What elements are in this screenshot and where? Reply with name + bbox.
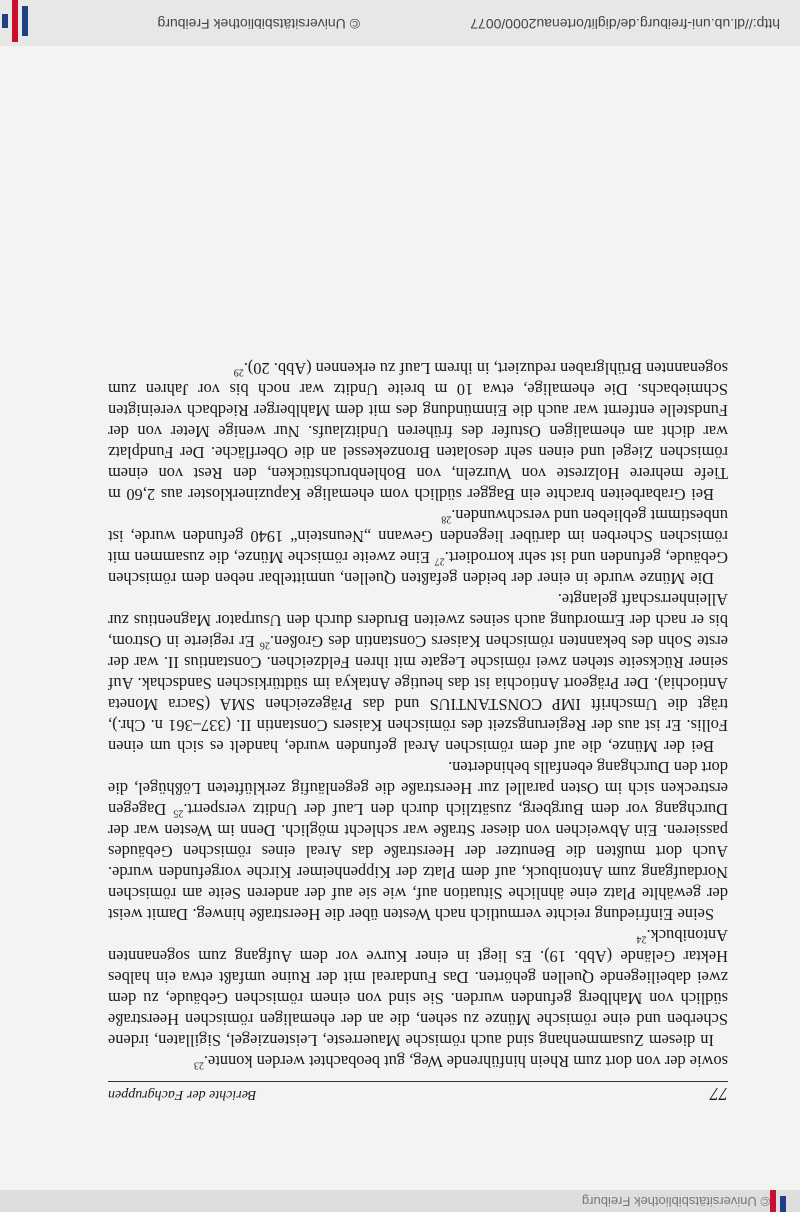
bottom-credit-text: © Universitätsbibliothek Freiburg — [157, 16, 360, 32]
running-head — [108, 1081, 728, 1104]
footnote-ref: 24 — [636, 933, 647, 945]
university-logo-icon — [752, 1168, 800, 1212]
page-number: 77 — [710, 1084, 728, 1104]
footnote-ref: 23 — [193, 1059, 204, 1071]
bottom-source-band — [0, 0, 800, 46]
footnote-ref: 28 — [441, 513, 452, 525]
paragraph: Bei der Münze, die auf dem römischen Areal gefunden wurde, handelt es sich um einen Follis. Er ist aus der Regierungszeit des römischen Kaisers Constantin II. (337–361 n. Chr.), trägt die Umschrift IMP CONSTANTIUS und das Prägezeichen SMA (Sacra Moneta Antiochia). Der Prägeort Antiochia ist das heutige Antakya im südtürkischen Sandschak. Auf seiner Rückseite stehen zwei römische Legate mit ihren Feldzeichen. Constantius II. war der erste Sohn des bekannten römischen Kaisers Constantin des Großen.$^{26}$ Er regierte in Ostrom, bis er nach der Ermordung auch seines zweiten Bruders durch den Usurpator Magnentius zur Alleinherrschaft gelangte. — [108, 590, 728, 756]
university-logo-icon — [0, 0, 48, 44]
top-credit-text: © Universitätsbibliothek Freiburg — [581, 1194, 770, 1209]
paragraph: In diesem Zusammenhang sind auch römische Mauerreste, Leistenziegel, Sigillaten, irdene Scherben und eine römische Münze zu sehen, die an der ehemaligen römischen Heerstraße südlich von Mahlberg gefunden wurden. Sie sind von einem römischen Gebäude, zu dem zwei dabeiliegende Quellen gehörten. Das Fundareal mit der Ruine umfaßt etwa ein halbes Hektar Gelände (Abb. 19). Es liegt in einer Kurve vor dem Aufgang zum sogenannten Antonibuck.$^{24}$ — [108, 926, 728, 1050]
footnote-ref: 27 — [434, 555, 445, 567]
paragraph: sowie der von dort zum Rhein hinführende Weg, gut beobachtet werden konnte.$^{23}$ — [193, 1052, 728, 1071]
footnote-ref: 25 — [173, 807, 184, 819]
section-title: Berichte der Fachgruppen — [108, 1087, 257, 1102]
paragraph: Die Münze wurde in einer der beiden gefaßten Quellen, unmittelbar neben dem römischen Gebäude, gefunden und ist sehr korrodiert.$^{27}$ Eine zweite römische Münze, die zusammen mit römischen Scherben im darüber liegenden Gewann „Neunstein“ 1940 gefunden wurde, ist unbestimmt geblieben und verschwunden.$^{28}$ — [108, 506, 728, 588]
footnote-ref: 29 — [233, 366, 244, 378]
footnote-ref: 26 — [259, 639, 270, 651]
paragraph: Bei Grabarbeiten brachte ein Bagger südlich vom ehemalige Kapuzinerkloster aus 2,60 m Tiefe mehrere Holzreste von Wurzeln, von Bohlenbruchstücken, den Rest von einem römischen Ziegel und einen sehr desolaten Bronzekessel an die Oberfläche. Der Fundplatz war dicht am ehemaligen Ostufer des früheren Unditzlaufs. Nur wenige Meter von der Fundstelle entfernt war auch die Einmündung des mit dem Mahlberger Riedbach vereinigten Schmiebachs. Die ehemalige, etwa 10 m breite Unditz war noch bis vor Jahren zum sogenannten Brühlgraben reduziert, in ihrem Lauf zu erkennen (Abb. 20).$^{29}$ — [108, 359, 728, 504]
source-url-link[interactable]: http://dl.ub.uni-freiburg.de/diglit/ortenau2000/0077 — [470, 16, 780, 32]
top-credit-band — [0, 1190, 800, 1212]
paragraph: Seine Einfriedung reichte vermutlich nach Westen über die Heerstraße hinweg. Damit weist der gewählte Platz eine ähnliche Situation auf, wie sie auf der anderen Seite am römischen Nordaufgang zum Antonibuck, auf dem Platz der Kippenheimer Kirche vorgefunden wurde. Auch dort mußten die Benutzer der Heerstraße das Areal eines römischen Gebäudes passieren. Ein Abweichen von dieser Straße war schlecht möglich. Denn im Westen war der Durchgang vor dem Burgberg, zusätzlich durch den Lauf der Unditz versperrt.$^{25}$ Dagegen erstrecken sich im Osten parallel zur Heerstraße die gegenläufig zerklüfteten Lößhügel, die dort den Durchgang ebenfalls behinderten. — [108, 758, 728, 924]
body-text — [108, 358, 728, 1072]
